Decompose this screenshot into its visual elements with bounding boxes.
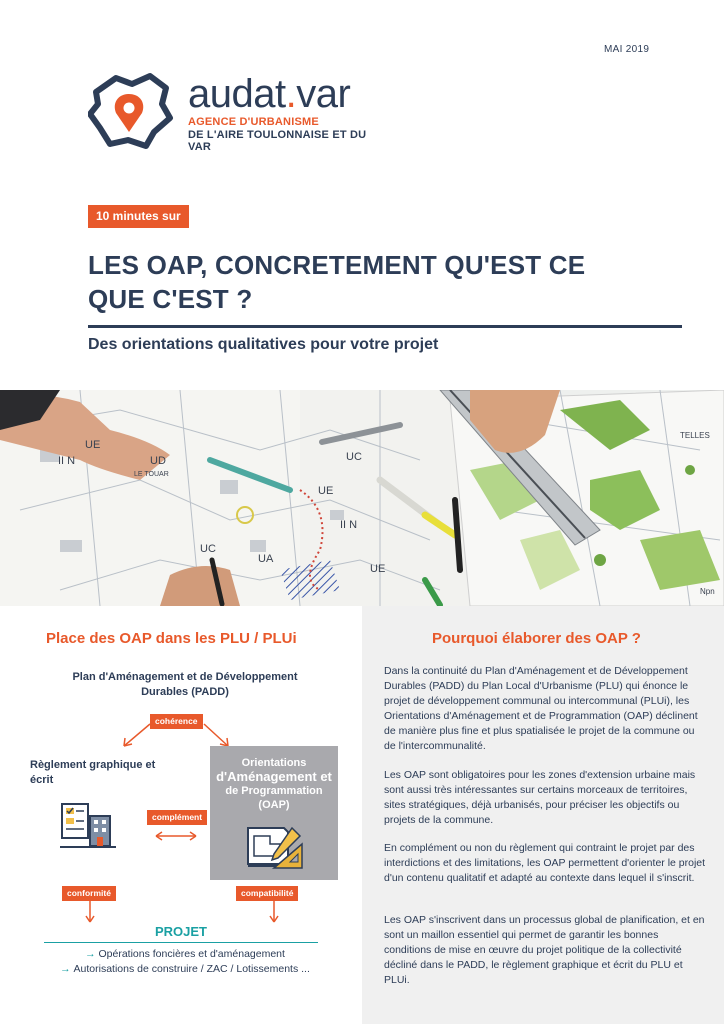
publication-date: MAI 2019 (604, 44, 650, 55)
map-label: UA (258, 553, 274, 565)
brand-tagline-1: AGENCE D'URBANISME (188, 116, 319, 128)
arrow-right-icon: → (60, 963, 74, 975)
projet-divider (44, 942, 318, 943)
map-label: UC (346, 451, 362, 463)
arrow-right-icon: → (85, 948, 99, 960)
why-paragraph: Les OAP s'inscrivent dans un processus global de planification, et en sont un maillon essentiel qui permet de garantir les bonnes conditions de mise en œuvre du projet politique de la collectivité décliné dans le PADD, le règlement graphique et écrit du PLU et PLUi. (384, 914, 705, 986)
oap-label-line-3: de Programmation (225, 785, 323, 797)
page-subtitle: Des orientations qualitatives pour votre projet (88, 336, 439, 353)
map-label: II N (340, 519, 358, 531)
map-label: TELLES (680, 431, 710, 440)
brand-dot: . (285, 72, 297, 116)
oap-label-line-1: Orientations (241, 757, 307, 769)
page-title-line-2: QUE C'EST ? (88, 284, 253, 314)
map-label: UE (318, 485, 334, 497)
why-title: Pourquoi élaborer des OAP ? (432, 630, 641, 647)
brand-name (188, 74, 350, 114)
map-label: UE (85, 439, 101, 451)
map-label: UD (150, 455, 166, 467)
documents-building-icon (60, 800, 116, 852)
oap-label-line-2: d'Aménagement et (216, 769, 332, 784)
map-label: LE TOUAR (134, 471, 169, 478)
map-label: II N (58, 455, 76, 467)
why-paragraph: En complément ou non du règlement qui contraint le projet par des interdictions et des limitations, les OAP permettent d'orienter le projet d'un contenu qualitatif et adapté au contexte dans lequel il s'inscrit. (384, 842, 706, 884)
diagram-title: Place des OAP dans les PLU / PLUi (46, 630, 297, 647)
map-label: Npn (700, 587, 715, 596)
conformite-badge: conformité (62, 886, 116, 901)
oap-diagram-panel (0, 606, 362, 1024)
why-paragraph: Dans la continuité du Plan d'Aménagement et de Développement Durables (PADD) du Plan Local d'Urbanisme (PLU) qui énonce le projet de développement communal ou intercommunal (PLUi), les Orientations d'Aménagement et de Programmation (OAP) déclinent de manière plus fine et plus spatialisée le projet de la commune ou de l'intercommunalité. (384, 665, 698, 752)
complement-badge: complément (147, 810, 207, 825)
title-divider (88, 325, 682, 328)
map-label: UE (370, 563, 386, 575)
oap-label-line-4: (OAP) (258, 799, 290, 811)
projet-item-text: Opérations foncières et d'aménagement (98, 948, 285, 960)
coherence-badge: cohérence (150, 714, 203, 729)
projet-item (40, 948, 330, 960)
why-paragraph: Les OAP sont obligatoires pour les zones d'extension urbaine mais sont aussi très intéressantes sur certains morceaux de territoires, sites stratégiques, déjà urbanisés, pour préciser les objectifs ou projets de la commune. (384, 769, 696, 826)
planning-map-illustration (0, 390, 724, 606)
planning-map-photo (0, 390, 724, 606)
padd-label: Plan d'Aménagement et de Développement Durables (PADD) (72, 671, 298, 698)
projet-heading: PROJET (154, 924, 207, 939)
brand-name-suffix: var (296, 72, 351, 116)
brand-tagline-2: DE L'AIRE TOULONNAISE ET DU VAR (188, 129, 367, 153)
map-label: UC (200, 543, 216, 555)
why-panel (362, 606, 724, 1024)
page-title-line-1: LES OAP, CONCRETEMENT QU'EST CE (88, 250, 586, 280)
page-title (88, 248, 688, 316)
projet-item-text: Autorisations de construire / ZAC / Lotissements ... (73, 963, 310, 975)
oap-box (210, 746, 338, 880)
compatibilite-badge: compatibilité (236, 886, 298, 901)
brand-name-main: audat (188, 72, 286, 116)
projet-item (40, 963, 330, 975)
audat-logo[interactable] (88, 70, 388, 153)
oap-box-label (210, 756, 338, 812)
reading-time-tag: 10 minutes sur (88, 205, 189, 228)
blueprint-tools-icon (244, 822, 306, 872)
reglement-label: Règlement graphique et écrit (30, 759, 156, 786)
map-pin-logo-icon (88, 70, 174, 152)
